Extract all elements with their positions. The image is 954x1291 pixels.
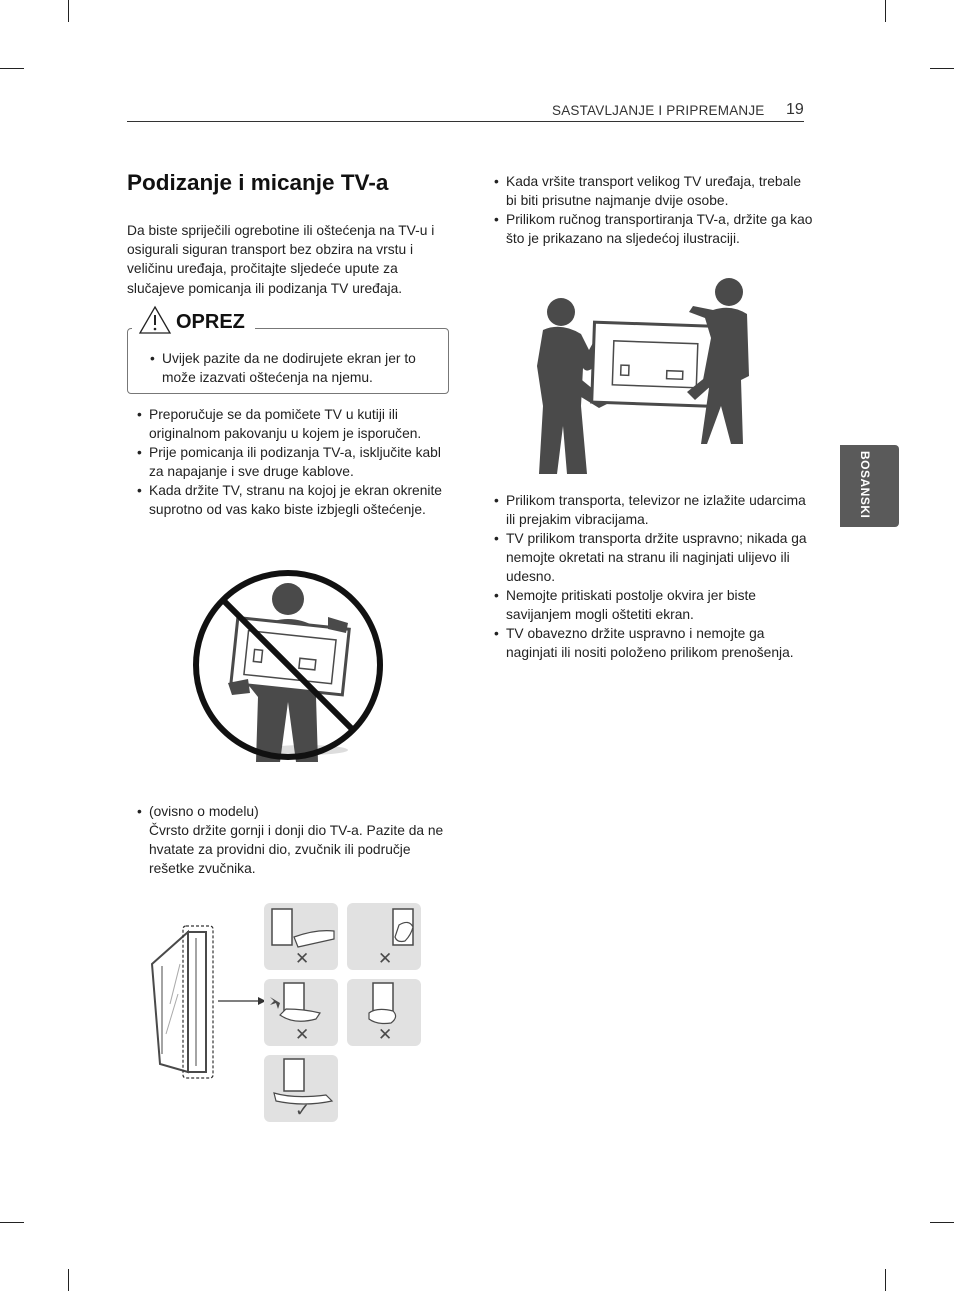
list-item: • Kada držite TV, stranu na kojoj je ekran okrenite suprotno od vas kako biste izbjegli oštećenje. xyxy=(127,481,447,519)
right-bullet-list-top xyxy=(484,172,814,248)
page-number: 19 xyxy=(786,101,804,118)
model-note-qualifier: • (ovisno o modelu) xyxy=(149,804,259,819)
grip-tile-wrong xyxy=(347,903,421,970)
caution-list xyxy=(140,349,440,387)
left-bullet-list xyxy=(127,405,447,519)
crop-mark xyxy=(68,1269,69,1291)
list-item: • Prilikom transporta, televizor ne izlažite udarcima ili prejakim vibracijama. xyxy=(484,491,814,529)
language-tab xyxy=(840,445,899,527)
list-item: • TV prilikom transporta držite uspravno; nikada ga nemojte okretati na stranu ili naginjati ulijevo ili udesno. xyxy=(484,529,814,586)
prohibited-carry-illustration xyxy=(188,567,388,765)
language-tab-label: BOSANSKI xyxy=(858,451,872,519)
page-title: Podizanje i micanje TV-a xyxy=(127,170,389,195)
correct-mark-icon: ✓ xyxy=(295,1100,311,1120)
crop-mark xyxy=(0,1222,24,1223)
model-note-list xyxy=(127,802,447,878)
header-section-title: SASTAVLJANJE I PRIPREMANJE xyxy=(552,103,765,118)
wrong-mark-icon: ✕ xyxy=(378,949,393,968)
grip-tile-wrong xyxy=(264,979,338,1046)
two-person-carry-illustration xyxy=(537,276,752,476)
crop-mark xyxy=(0,68,24,69)
right-bullet-list-bottom xyxy=(484,491,814,662)
header-divider xyxy=(127,121,804,122)
list-item: • TV obavezno držite uspravno i nemojte ga naginjati ili nositi položeno prilikom prenošenja. xyxy=(484,624,814,662)
caution-heading xyxy=(132,305,255,335)
list-item: • Prilikom ručnog transportiranja TV-a, držite ga kao što je prikazano na sljedećoj ilustraciji. xyxy=(484,210,814,248)
list-item: • Kada vršite transport velikog TV uređaja, trebale bi biti prisutne najmanje dvije osobe. xyxy=(484,172,814,210)
wrong-mark-icon: ✕ xyxy=(295,1025,310,1044)
grip-tile-wrong xyxy=(347,979,421,1046)
wrong-mark-icon: ✕ xyxy=(295,949,310,968)
list-item: • Preporučuje se da pomičete TV u kutiji ili originalnom pakovanju u kojem je isporučen. xyxy=(127,405,447,443)
tv-side-illustration xyxy=(146,924,270,1084)
crop-mark xyxy=(68,0,69,22)
crop-mark xyxy=(885,1269,886,1291)
grip-tile-correct xyxy=(264,1055,338,1122)
model-note-text: Čvrsto držite gornji i donji dio TV-a. Pazite da ne hvatate za providni dio, zvučnik ili područje rešetke zvučnika. xyxy=(149,823,444,876)
caution-item: • Uvijek pazite da ne dodirujete ekran jer to može izazvati oštećenja na njemu. xyxy=(140,349,440,387)
warning-triangle-icon xyxy=(138,305,172,335)
grip-tile-wrong xyxy=(264,903,338,970)
crop-mark xyxy=(930,68,954,69)
wrong-mark-icon: ✕ xyxy=(378,1025,393,1044)
caution-box xyxy=(127,328,449,394)
list-item xyxy=(127,802,447,878)
list-item: • Prije pomicanja ili podizanja TV-a, isključite kabl za napajanje i sve druge kablove. xyxy=(127,443,447,481)
caution-label: OPREZ xyxy=(176,311,245,333)
crop-mark xyxy=(885,0,886,22)
list-item: • Nemojte pritiskati postolje okvira jer biste savijanjem mogli oštetiti ekran. xyxy=(484,586,814,624)
intro-paragraph: Da biste spriječili ogrebotine ili oštećenja na TV-u i osigurali siguran transport bez obzira na vrstu i veličinu uređaja, pročitajte sljedeće upute za slučajeve pomicanja ili podizanja TV uređaja. xyxy=(127,223,435,296)
crop-mark xyxy=(930,1222,954,1223)
